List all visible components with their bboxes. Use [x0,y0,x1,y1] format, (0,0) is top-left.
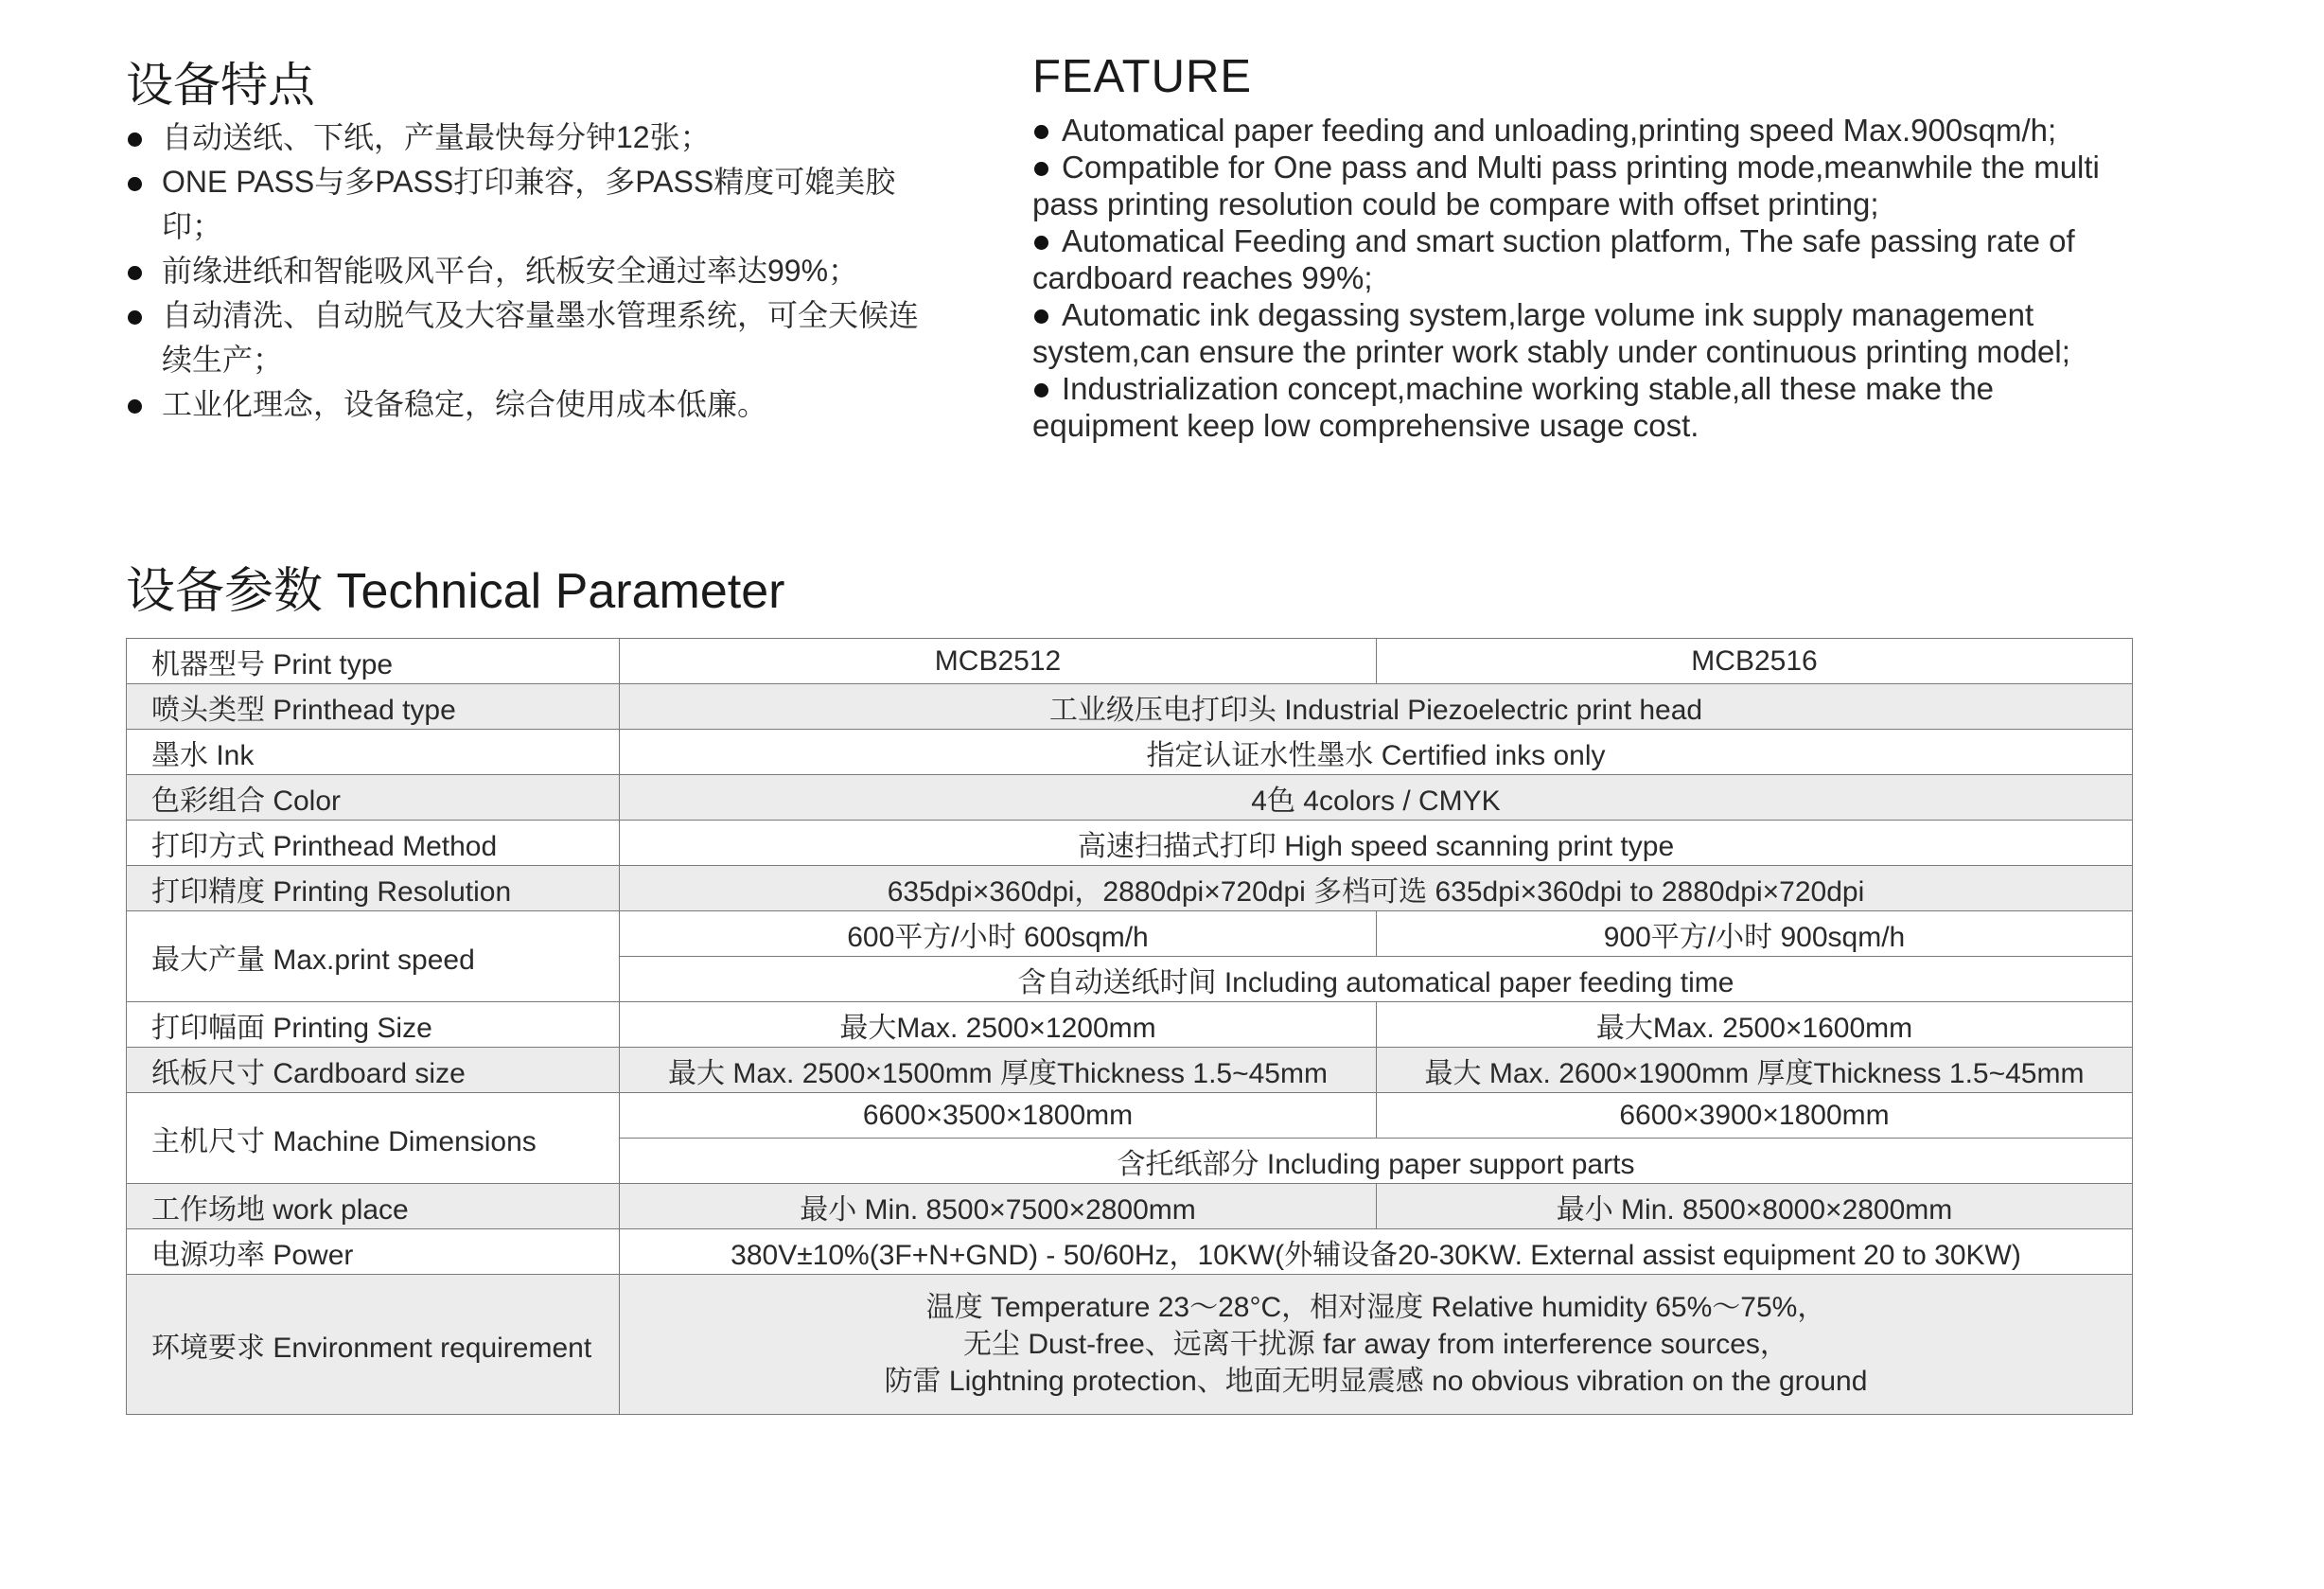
row-label: 主机尺寸 Machine Dimensions [127,1093,620,1184]
value-a: 最小 Min. 8500×7500×2800mm [620,1184,1377,1229]
row-label: 打印方式 Printhead Method [127,821,620,866]
row-value: 635dpi×360dpi，2880dpi×720dpi 多档可选 635dpi×360dpi to 2880dpi×720dpi [620,866,2133,911]
bullet-icon [1034,236,1048,250]
bullet-icon [128,310,142,325]
list-item: ONE PASS与多PASS打印兼容，多PASS精度可媲美胶印； [126,160,949,249]
row-label: 色彩组合 Color [127,775,620,821]
value-a: 最大Max. 2500×1200mm [620,1002,1377,1048]
row-label: 打印精度 Printing Resolution [127,866,620,911]
table-row [127,684,2133,730]
list-item: Compatible for One pass and Multi pass printing mode,meanwhile the multi pass printing resolution could be compare with offset printing; [1032,150,2100,221]
row-label: 环境要求 Environment requirement [127,1275,620,1415]
bullet-icon [128,266,142,280]
model-a: MCB2512 [620,639,1377,684]
bullet-icon [1034,125,1048,139]
row-label: 电源功率 Power [127,1229,620,1275]
value-b: 6600×3900×1800mm [1377,1093,2133,1139]
env-line: 无尘 Dust-free、远离干扰源 far away from interference sources， [963,1329,1788,1360]
row-label: 工作场地 work place [127,1184,620,1229]
row-note: 含托纸部分 Including paper support parts [620,1139,2133,1184]
table-row [127,821,2133,866]
value-a: 6600×3500×1800mm [620,1093,1377,1139]
row-value: 工业级压电打印头 Industrial Piezoelectric print head [620,684,2133,730]
row-value: 4色 4colors / CMYK [620,775,2133,821]
table-row [127,866,2133,911]
table-row [127,1184,2133,1229]
env-line: 防雷 Lightning protection、地面无明显震感 no obvious vibration on the ground [884,1366,1868,1397]
table-row [127,730,2133,775]
bullet-icon [128,177,142,191]
value-b: 最大 Max. 2600×1900mm 厚度Thickness 1.5~45mm [1377,1048,2133,1093]
row-label: 最大产量 Max.print speed [127,911,620,1002]
table-row [127,1093,2133,1139]
value-b: 最小 Min. 8500×8000×2800mm [1377,1184,2133,1229]
table-row [127,1048,2133,1093]
list-item: 自动清洗、自动脱气及大容量墨水管理系统，可全天候连续生产； [126,293,949,382]
row-value: 高速扫描式打印 High speed scanning print type [620,821,2133,866]
value-a: 最大 Max. 2500×1500mm 厚度Thickness 1.5~45mm [620,1048,1377,1093]
row-label: 机器型号 Print type [127,639,620,684]
env-line: 温度 Temperature 23～28°C，相对湿度 Relative humidity 65%～75%， [925,1292,1826,1323]
list-item: Automatic ink degassing system,large volume ink supply management system,can ensure the printer work stably under continuous printing model; [1032,297,2070,369]
model-b: MCB2516 [1377,639,2133,684]
list-item: 前缘进纸和智能吸风平台，纸板安全通过率达99%； [126,249,949,293]
table-row [127,639,2133,684]
list-item: Automatical Feeding and smart suction platform, The safe passing rate of cardboard reaches 99%; [1032,223,2075,295]
row-note: 含自动送纸时间 Including automatical paper feeding time [620,957,2133,1002]
row-value [620,1275,2133,1415]
bullet-icon [1034,383,1048,397]
features-en-list [1032,112,2139,444]
bullet-icon [128,132,142,147]
row-label: 喷头类型 Printhead type [127,684,620,730]
value-b: 900平方/小时 900sqm/h [1377,911,2133,957]
list-item: 自动送纸、下纸，产量最快每分钟12张； [126,115,949,160]
bullet-icon [1034,162,1048,176]
table-row [127,1275,2133,1415]
value-a: 600平方/小时 600sqm/h [620,911,1377,957]
row-label: 打印幅面 Printing Size [127,1002,620,1048]
table-row [127,775,2133,821]
params-title: 设备参数 Technical Parameter [126,564,785,619]
features-cn-title: 设备特点 [126,59,315,112]
row-label: 墨水 Ink [127,730,620,775]
features-cn-list [126,115,949,427]
row-value: 指定认证水性墨水 Certified inks only [620,730,2133,775]
bullet-icon [1034,309,1048,324]
table-row [127,1002,2133,1048]
list-item: 工业化理念，设备稳定，综合使用成本低廉。 [126,382,949,427]
row-label: 纸板尺寸 Cardboard size [127,1048,620,1093]
params-table [126,638,2133,1415]
value-b: 最大Max. 2500×1600mm [1377,1002,2133,1048]
table-row [127,911,2133,957]
list-item: Automatical paper feeding and unloading,printing speed Max.900sqm/h; [1032,112,2139,149]
table-row [127,1229,2133,1275]
row-value: 380V±10%(3F+N+GND) - 50/60Hz，10KW(外辅设备20-30KW. External assist equipment 20 to 30KW) [620,1229,2133,1275]
bullet-icon [128,399,142,414]
list-item: Industrialization concept,machine working stable,all these make the equipment keep low comprehensive usage cost. [1032,371,1995,443]
features-en-title: FEATURE [1032,51,1253,102]
